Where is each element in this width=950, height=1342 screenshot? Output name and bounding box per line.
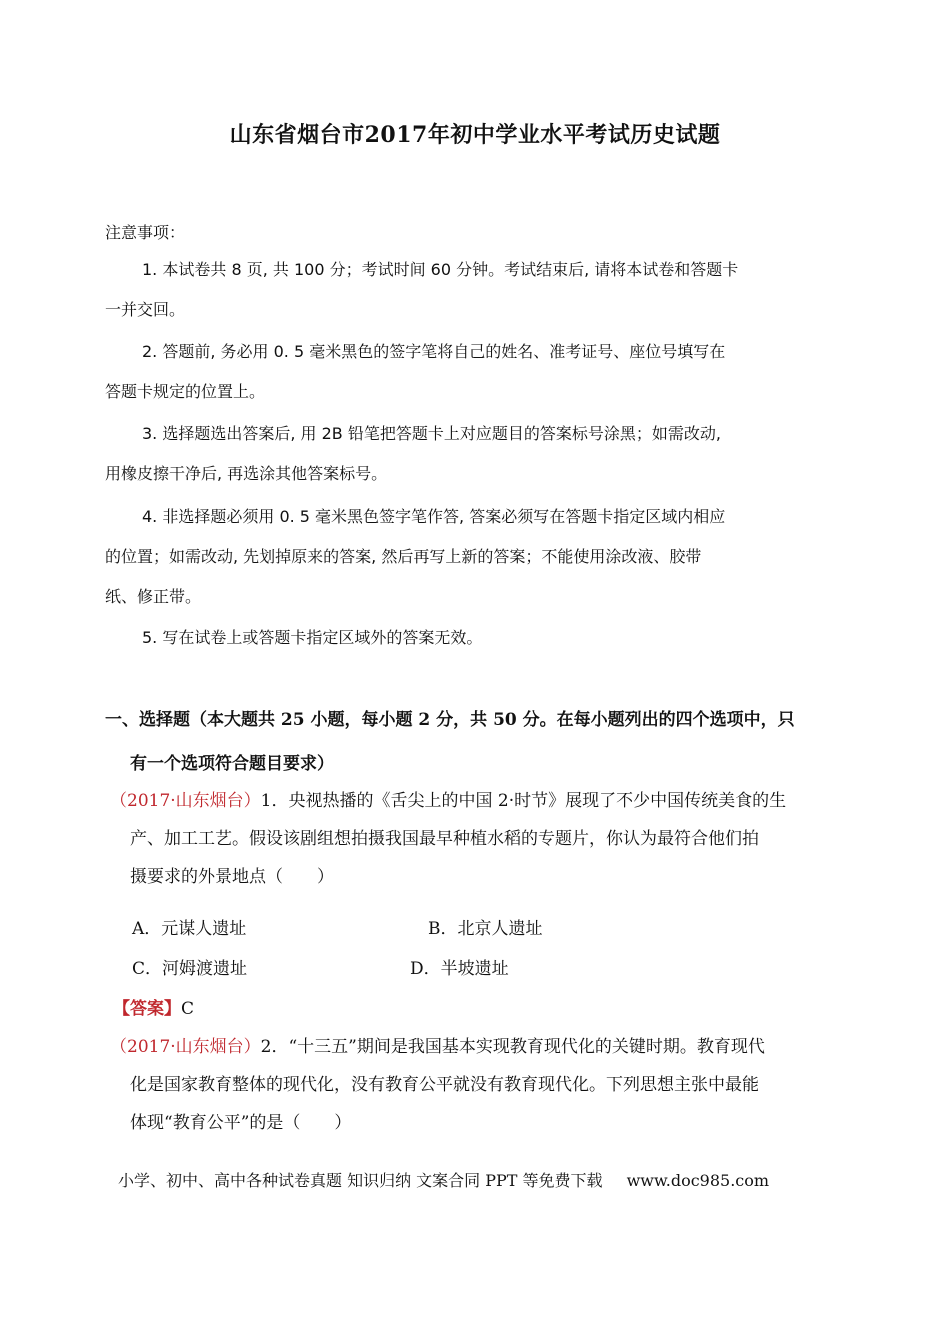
notice-text: 2. 答题前, 务必用 0. 5 毫米黑色的签字笔将自己的姓名、准考证号、座位号填写在 (142, 342, 726, 361)
section-heading-line: 有一个选项符合题目要求） (130, 754, 334, 774)
notice-text: 的位置；如需改动, 先划掉原来的答案, 然后再写上新的答案；不能使用涂改液、胶带 (105, 547, 702, 566)
question-text: 摄要求的外景地点（ ） (130, 867, 334, 887)
section-heading (105, 698, 850, 786)
question-source: （2017·山东烟台） (110, 791, 261, 811)
notice-item-5 (105, 618, 850, 658)
notice-text: 一并交回。 (105, 300, 186, 319)
question-source: （2017·山东烟台） (110, 1037, 261, 1057)
notice-text: 4. 非选择题必须用 0. 5 毫米黑色签字笔作答, 答案必须写在答题卡指定区域内相应 (142, 507, 726, 526)
notice-text: 用橡皮擦干净后, 再选涂其他答案标号。 (105, 464, 388, 483)
question-text: 1．央视热播的《舌尖上的中国 2·时节》展现了不少中国传统美食的生 (260, 791, 787, 811)
option-c: C．河姆渡遗址 (132, 959, 248, 979)
notice-text: 5. 写在试卷上或答题卡指定区域外的答案无效。 (142, 628, 483, 647)
answer-line (113, 994, 194, 1019)
notice-heading: 注意事项： (105, 223, 186, 242)
footer-site-link[interactable]: www.doc985.com (626, 1171, 770, 1190)
notice-item-2 (105, 332, 850, 412)
page-title: 山东省烟台市2017年初中学业水平考试历史试题 (229, 122, 721, 148)
question-1 (110, 782, 855, 896)
notice-item-1 (105, 250, 850, 330)
section-heading-line: 一、选择题（本大题共 25 小题，每小题 2 分，共 50 分。在每小题列出的四个选项中，只 (105, 710, 795, 730)
question-text: 2．“十三五”期间是我国基本实现教育现代化的关键时期。教育现代 (260, 1037, 765, 1057)
notice-item-4 (105, 497, 850, 617)
question-text: 体现“教育公平”的是（ ） (130, 1113, 352, 1133)
notice-text: 纸、修正带。 (105, 587, 202, 606)
notice-text: 答题卡规定的位置上。 (105, 382, 266, 401)
question-text: 化是国家教育整体的现代化，没有教育公平就没有教育现代化。下列思想主张中最能 (130, 1075, 759, 1095)
notice-item-3 (105, 414, 850, 494)
question-text: 产、加工工艺。假设该剧组想拍摄我国最早种植水稻的专题片，你认为最符合他们拍 (130, 829, 759, 849)
notice-text: 3. 选择题选出答案后, 用 2B 铅笔把答题卡上对应题目的答案标号涂黑；如需改动, (142, 424, 721, 443)
answer-value: C (181, 999, 195, 1019)
footer (118, 1168, 769, 1191)
footer-text: 小学、初中、高中各种试卷真题 知识归纳 文案合同 PPT 等免费下载 (118, 1171, 603, 1190)
notice-text: 1. 本试卷共 8 页, 共 100 分；考试时间 60 分钟。考试结束后, 请将本试卷和答题卡 (142, 260, 739, 279)
question-2 (110, 1028, 855, 1142)
option-b: B．北京人遗址 (428, 919, 543, 939)
option-a: A．元谋人遗址 (132, 919, 247, 939)
option-d: D．半坡遗址 (410, 959, 509, 979)
answer-tag: 【答案】 (113, 999, 181, 1019)
